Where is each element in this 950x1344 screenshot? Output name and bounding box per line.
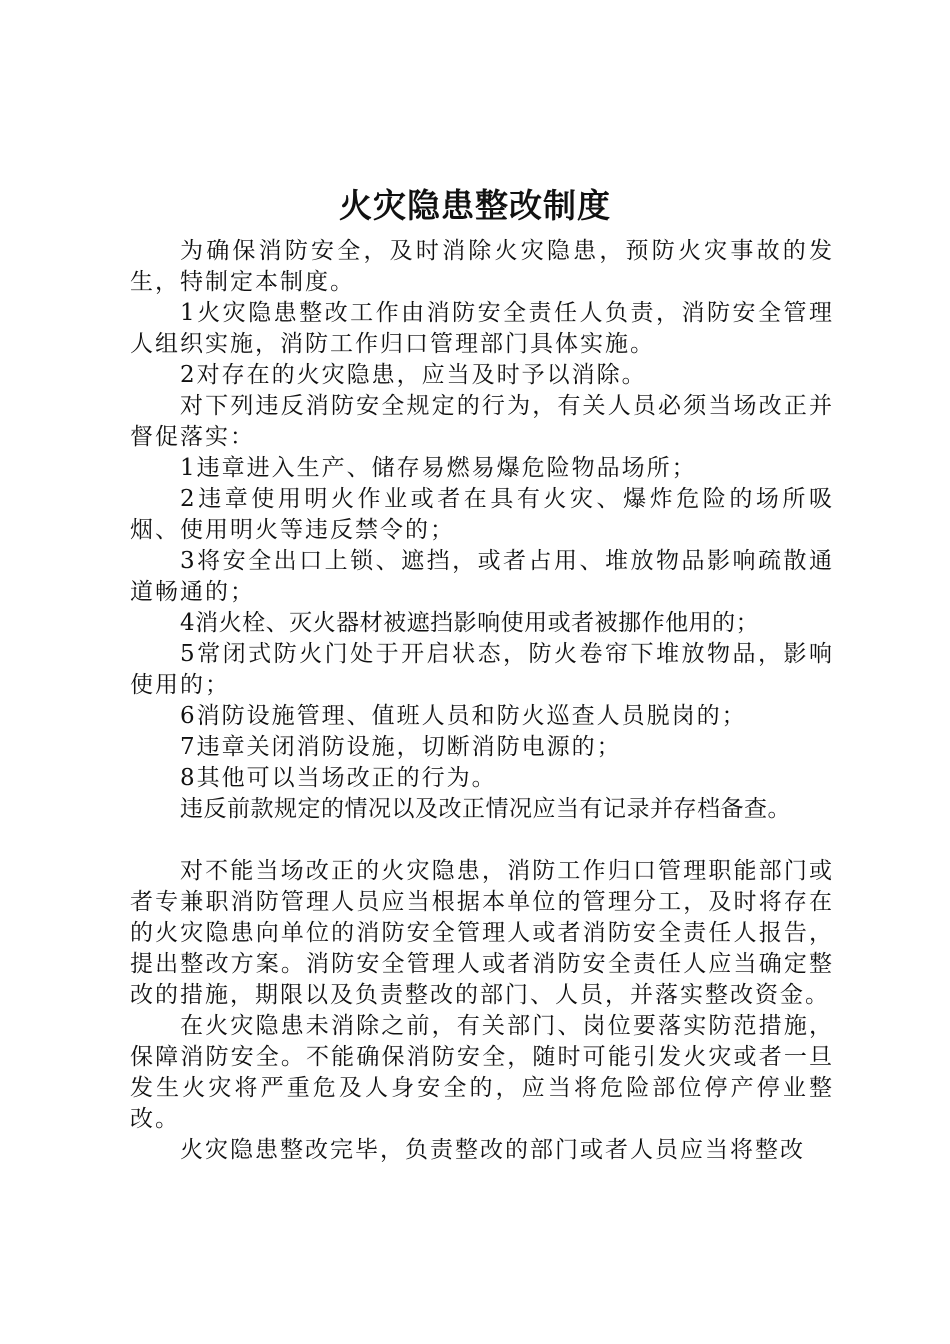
list-item-violation-6: 6消防设施管理、值班人员和防火巡查人员脱岗的； [180,703,747,729]
list-item-violation-5: 5常闭式防火门处于开启状态，防火卷帘下堆放物品，影响使用的； [130,641,834,698]
paragraph-record-keeping: 违反前款规定的情况以及改正情况应当有记录并存档备查。 [180,796,791,822]
paragraph-intro: 为确保消防安全，及时消除火灾隐患，预防火灾事故的发生，特制定本制度。 [130,238,834,295]
list-item-violation-2: 2违章使用明火作业或者在具有火灾、爆炸危险的场所吸烟、使用明火等违反禁令的； [130,486,834,543]
paragraph-non-immediate-hazards: 对不能当场改正的火灾隐患，消防工作归口管理职能部门或者专兼职消防管理人员应当根据本单位的管理分工，及时将存在的火灾隐患向单位的消防安全管理人或者消防安全责任人报告，提出整改方案。消防安全管理人或者消防安全责任人应当确定整改的措施，期限以及负责整改的部门、人员，并落实整改资金。 [130,858,834,1008]
list-item-violation-8: 8其他可以当场改正的行为。 [180,765,497,791]
document-title: 火灾隐患整改制度 [339,186,611,225]
paragraph-violations-intro: 对下列违反消防安全规定的行为，有关人员必须当场改正并督促落实： [130,393,834,450]
list-item-violation-1: 1违章进入生产、储存易燃易爆危险物品场所； [180,455,697,481]
paragraph-rule-1: 1火灾隐患整改工作由消防安全责任人负责，消防安全管理人组织实施，消防工作归口管理部门具体实施。 [130,300,834,357]
document-body [130,236,834,1166]
list-item-violation-3: 3将安全出口上锁、遮挡，或者占用、堆放物品影响疏散通道畅通的； [130,548,834,605]
paragraph-rule-2: 2对存在的火灾隐患，应当及时予以消除。 [180,362,647,388]
paragraph-rectification-complete: 火灾隐患整改完毕，负责整改的部门或者人员应当将整改 [180,1137,805,1163]
paragraph-spacer [130,825,834,856]
list-item-violation-4: 4消火栓、灭火器材被遮挡影响使用或者被挪作他用的； [180,610,760,636]
paragraph-preventive-measures: 在火灾隐患未消除之前，有关部门、岗位要落实防范措施，保障消防安全。不能确保消防安全，随时可能引发火灾或者一旦发生火灾将严重危及人身安全的，应当将危险部位停产停业整改。 [130,1013,834,1132]
list-item-violation-7: 7违章关闭消防设施，切断消防电源的； [180,734,622,760]
